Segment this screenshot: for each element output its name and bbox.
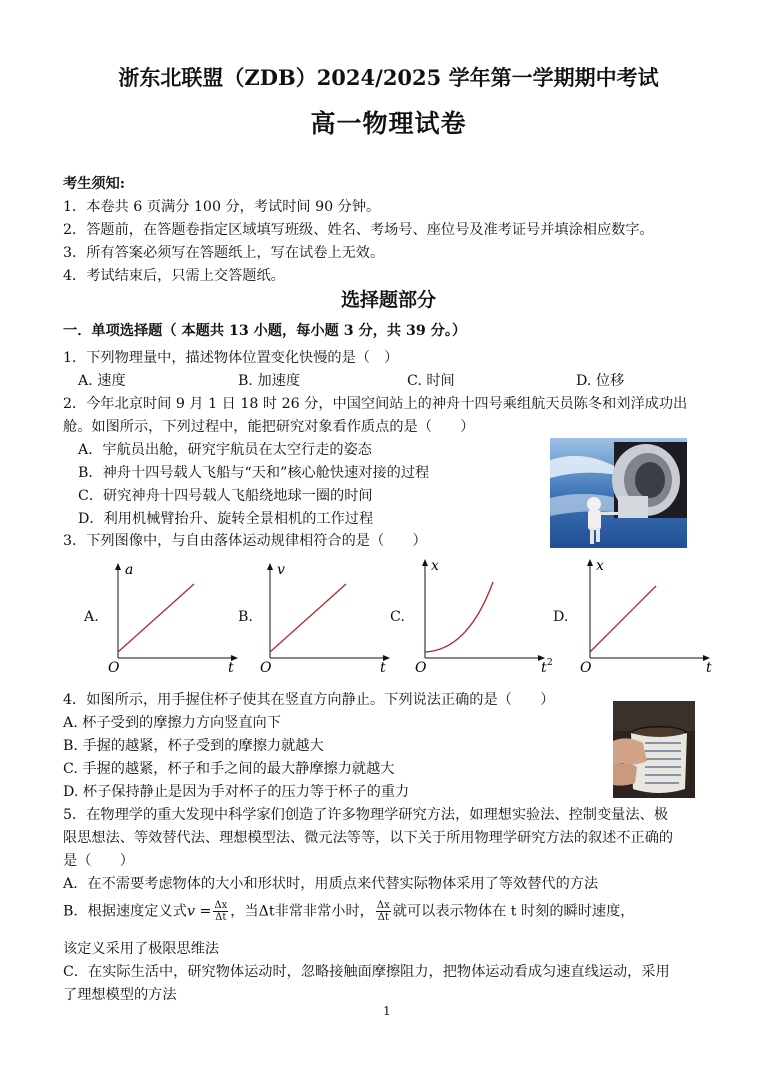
fraction-denominator: Δt: [215, 912, 227, 923]
fraction-dx-dt-2: [376, 900, 391, 923]
graph-b-x-label: t: [380, 660, 386, 674]
notice-heading: 考生须知:: [63, 176, 125, 192]
fraction-numerator: Δx: [214, 900, 228, 911]
graph-c-x-exponent: 2: [547, 658, 553, 668]
q5-option-b-middle: ，当Δt非常非常小时，: [230, 903, 374, 920]
graph-a-origin: O: [108, 660, 120, 674]
q2-option-a: A．宇航员出舱，研究宇航员在太空行走的姿态: [78, 442, 372, 458]
exam-title: 浙东北联盟（ZDB）2024/2025 学年第一学期期中考试: [118, 65, 659, 90]
q5-stem-line2: 限思想法、等效替代法、理想模型法、微元法等等，以下关于所用物理学研究方法的叙述不正确的: [63, 830, 674, 846]
q1-option-a: A. 速度: [78, 373, 126, 389]
graph-b-y-label: v: [277, 562, 285, 578]
notice-item: 4．考试结束后，只需上交答题纸。: [63, 268, 285, 284]
graph-c-label: C.: [390, 609, 405, 625]
fraction-dx-dt: [213, 900, 228, 923]
q5-option-b-prefix: B．根据速度定义式: [63, 903, 187, 920]
astronaut-photo: [550, 438, 687, 548]
q5-stem-line1: 5．在物理学的重大发现中科学家们创造了许多物理学研究方法，如理想实验法、控制变量法、极: [63, 807, 668, 823]
graph-a-label: A.: [84, 609, 99, 625]
notice-item: 2．答题前，在答题卷指定区域填写班级、姓名、考场号、座位号及准考证号并填涂相应数字。: [63, 222, 654, 238]
graph-a-x-label: t: [228, 660, 234, 674]
q5-option-a: A．在不需要考虑物体的大小和形状时，用质点来代替实际物体采用了等效替代的方法: [63, 876, 599, 892]
q2-stem-line2: 舱。如图所示，下列过程中，能把研究对象看作质点的是（ ）: [63, 419, 475, 435]
graph-c-origin: O: [415, 660, 427, 676]
q5-stem-line3: 是（ ）: [63, 853, 134, 869]
q2-stem-line1: 2．今年北京时间 9 月 1 日 18 时 26 分，中国空间站上的神舟十四号乘组航天员陈冬和刘洋成功出: [63, 396, 688, 412]
notice-item: 3．所有答案必须写在答题纸上，写在试卷上无效。: [63, 245, 385, 261]
q4-stem: 4．如图所示，用手握住杯子使其在竖直方向静止。下列说法正确的是（ ）: [63, 692, 555, 708]
q5-option-b-suffix: 就可以表示物体在 t 时刻的瞬时速度，: [392, 903, 635, 920]
graph-b-origin: O: [260, 660, 272, 674]
exam-subtitle: 高一物理试卷: [310, 109, 467, 138]
graph-b-label: B.: [238, 609, 253, 625]
q5-option-b-v: v =: [186, 903, 212, 920]
q4-option-a: A. 杯子受到的摩擦力方向竖直向下: [63, 715, 281, 731]
graph-c-y-label: x: [431, 558, 439, 574]
graph-c-x-label: t: [541, 660, 547, 676]
q4-option-b: B. 手握的越紧，杯子受到的摩擦力就越大: [63, 738, 324, 754]
q1-option-d: D. 位移: [576, 373, 625, 389]
q2-option-d: D．利用机械臂抬升、旋转全景相机的工作过程: [78, 511, 374, 527]
graph-d-label: D.: [553, 609, 569, 625]
graph-d-origin: O: [580, 660, 592, 676]
graph-d: [578, 554, 718, 676]
q4-option-c: C. 手握的越紧，杯子和手之间的最大静摩擦力就越大: [63, 761, 395, 777]
graph-d-y-label: x: [596, 558, 604, 574]
graph-d-x-label: t: [706, 660, 712, 676]
fraction-denominator-2: Δt: [377, 912, 389, 923]
q2-option-c: C．研究神舟十四号载人飞船绕地球一圈的时间: [78, 488, 373, 504]
q1-option-c: C. 时间: [407, 373, 455, 389]
section-title: 选择题部分: [340, 289, 436, 311]
q3-stem: 3．下列图像中，与自由落体运动规律相符合的是（ ）: [63, 533, 427, 549]
q5-option-c-line1: C．在实际生活中，研究物体运动时，忽略接触面摩擦阻力，把物体运动看成匀速直线运动，采用: [63, 964, 670, 980]
q5-option-b: [63, 900, 634, 923]
graph-c: [413, 554, 557, 676]
page-number: 1: [383, 1004, 391, 1018]
graph-b: [258, 560, 394, 674]
part1-heading: 一．单项选择题（ 本题共 13 小题，每小题 3 分，共 39 分。）: [63, 323, 467, 339]
q1-option-b: B. 加速度: [238, 373, 301, 389]
graph-a: [106, 560, 242, 674]
q4-option-d: D. 杯子保持静止是因为手对杯子的压力等于杯子的重力: [63, 784, 410, 800]
fraction-numerator-2: Δx: [376, 900, 390, 911]
q1-stem: 1．下列物理量中，描述物体位置变化快慢的是（ ）: [63, 350, 399, 366]
graph-a-y-label: a: [125, 562, 134, 578]
notice-item: 1．本卷共 6 页满分 100 分，考试时间 90 分钟。: [63, 199, 381, 215]
q2-option-b: B．神舟十四号载人飞船与“天和”核心舱快速对接的过程: [78, 465, 430, 481]
q5-option-b-line2: 该定义采用了极限思维法: [63, 941, 220, 957]
q5-option-c-line2: 了理想模型的方法: [63, 987, 177, 1003]
cup-photo: [613, 701, 695, 798]
